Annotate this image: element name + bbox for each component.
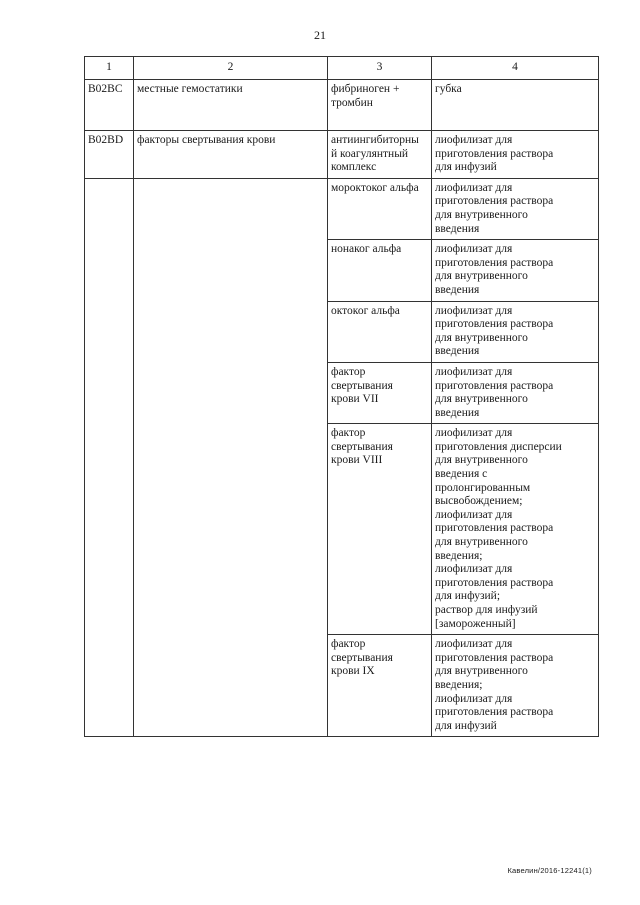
substance-cell <box>328 635 432 737</box>
dosage-form-line: для инфузий; <box>435 590 501 603</box>
group-name-cell: местные гемостатики <box>134 80 328 131</box>
dosage-form-line: лиофилизат для <box>435 365 513 378</box>
substance-line: свертывания <box>331 440 393 453</box>
substance-line: фибриноген + <box>331 83 400 95</box>
dosage-form-line: губка <box>435 83 462 95</box>
dosage-form-line: лиофилизат для <box>435 243 513 256</box>
atc-code-cell-empty <box>85 178 134 737</box>
group-name-cell-empty <box>134 178 328 737</box>
table-row <box>85 131 599 179</box>
drug-table <box>84 56 599 737</box>
dosage-form-line: для внутривенного <box>435 270 528 283</box>
dosage-form-line: введения; <box>435 549 483 562</box>
dosage-form-line: лиофилизат для <box>435 638 513 651</box>
dosage-form-line: введения <box>435 406 480 419</box>
dosage-form-line: введения с <box>435 468 488 481</box>
dosage-form-line: лиофилизат для <box>435 304 513 317</box>
substance-line: комплекс <box>331 161 377 174</box>
dosage-form-line: приготовления дисперсии <box>435 440 562 453</box>
substance-cell <box>328 240 432 301</box>
page-number: 21 <box>314 28 326 42</box>
dosage-form-cell <box>432 131 599 179</box>
dosage-form-line: раствор для инфузий <box>435 604 538 616</box>
header-col-1: 1 <box>85 57 134 80</box>
atc-code-cell: B02BC <box>85 80 134 131</box>
dosage-form-cell <box>432 635 599 737</box>
header-col-4: 4 <box>432 57 599 80</box>
substance-cell <box>328 131 432 179</box>
substance-line: фактор <box>331 365 366 378</box>
substance-line: фактор <box>331 638 366 651</box>
substance-line: свертывания <box>331 379 393 392</box>
dosage-form-line: лиофилизат для <box>435 181 513 194</box>
dosage-form-line: для инфузий <box>435 161 497 174</box>
dosage-form-line: приготовления раствора <box>435 576 554 589</box>
dosage-form-line: лиофилизат для <box>435 563 513 576</box>
table-row <box>85 178 599 239</box>
dosage-form-line: высвобождением; <box>435 495 523 508</box>
dosage-form-line: лиофилизат для <box>435 427 513 440</box>
dosage-form-line: [замороженный] <box>435 617 516 630</box>
dosage-form-line: для внутривенного <box>435 665 528 678</box>
substance-line: крови IX <box>331 665 375 678</box>
dosage-form-line: приготовления раствора <box>435 256 554 269</box>
dosage-form-line: приготовления раствора <box>435 318 554 331</box>
dosage-form-line: для внутривенного <box>435 454 528 467</box>
dosage-form-line: лиофилизат для <box>435 134 513 146</box>
dosage-form-line: приготовления раствора <box>435 522 554 535</box>
dosage-form-cell <box>432 362 599 423</box>
atc-code-cell: B02BD <box>85 131 134 179</box>
substance-line: нонаког альфа <box>331 243 402 256</box>
dosage-form-cell <box>432 301 599 362</box>
dosage-form-cell <box>432 424 599 635</box>
substance-line: й коагулянтный <box>331 147 409 160</box>
table-header-row <box>85 57 599 80</box>
header-col-3: 3 <box>328 57 432 80</box>
dosage-form-line: приготовления раствора <box>435 195 554 208</box>
substance-cell <box>328 424 432 635</box>
dosage-form-line: приготовления раствора <box>435 651 554 664</box>
substance-line: крови VII <box>331 393 379 406</box>
dosage-form-line: лиофилизат для <box>435 692 513 705</box>
substance-line: свертывания <box>331 651 393 664</box>
substance-cell <box>328 362 432 423</box>
dosage-form-line: введения <box>435 283 480 296</box>
substance-line: антиингибиторны <box>331 134 419 146</box>
dosage-form-line: введения <box>435 345 480 358</box>
substance-line: октоког альфа <box>331 304 400 317</box>
substance-line: мороктоког альфа <box>331 181 419 194</box>
dosage-form-line: для внутривенного <box>435 331 528 344</box>
dosage-form-cell <box>432 240 599 301</box>
table-body <box>85 80 599 737</box>
substance-line: крови VIII <box>331 454 383 467</box>
dosage-form-line: для инфузий <box>435 719 497 732</box>
table-row <box>85 80 599 131</box>
dosage-form-line: для внутривенного <box>435 393 528 406</box>
footer-document-code: Кавелин/2016-12241(1) <box>507 866 592 875</box>
dosage-form-line: лиофилизат для <box>435 508 513 521</box>
header-col-2: 2 <box>134 57 328 80</box>
dosage-form-line: приготовления раствора <box>435 706 554 719</box>
dosage-form-line: для внутривенного <box>435 208 528 221</box>
dosage-form-line: приготовления раствора <box>435 379 554 392</box>
dosage-form-cell <box>432 80 599 131</box>
dosage-form-line: введения <box>435 222 480 235</box>
group-name-cell: факторы свертывания крови <box>134 131 328 179</box>
substance-cell <box>328 301 432 362</box>
substance-cell <box>328 80 432 131</box>
dosage-form-line: введения; <box>435 678 483 691</box>
dosage-form-line: для внутривенного <box>435 536 528 549</box>
substance-line: фактор <box>331 427 366 440</box>
substance-line: тромбин <box>331 96 373 109</box>
dosage-form-cell <box>432 178 599 239</box>
dosage-form-line: пролонгированным <box>435 481 531 494</box>
substance-cell <box>328 178 432 239</box>
dosage-form-line: приготовления раствора <box>435 147 554 160</box>
